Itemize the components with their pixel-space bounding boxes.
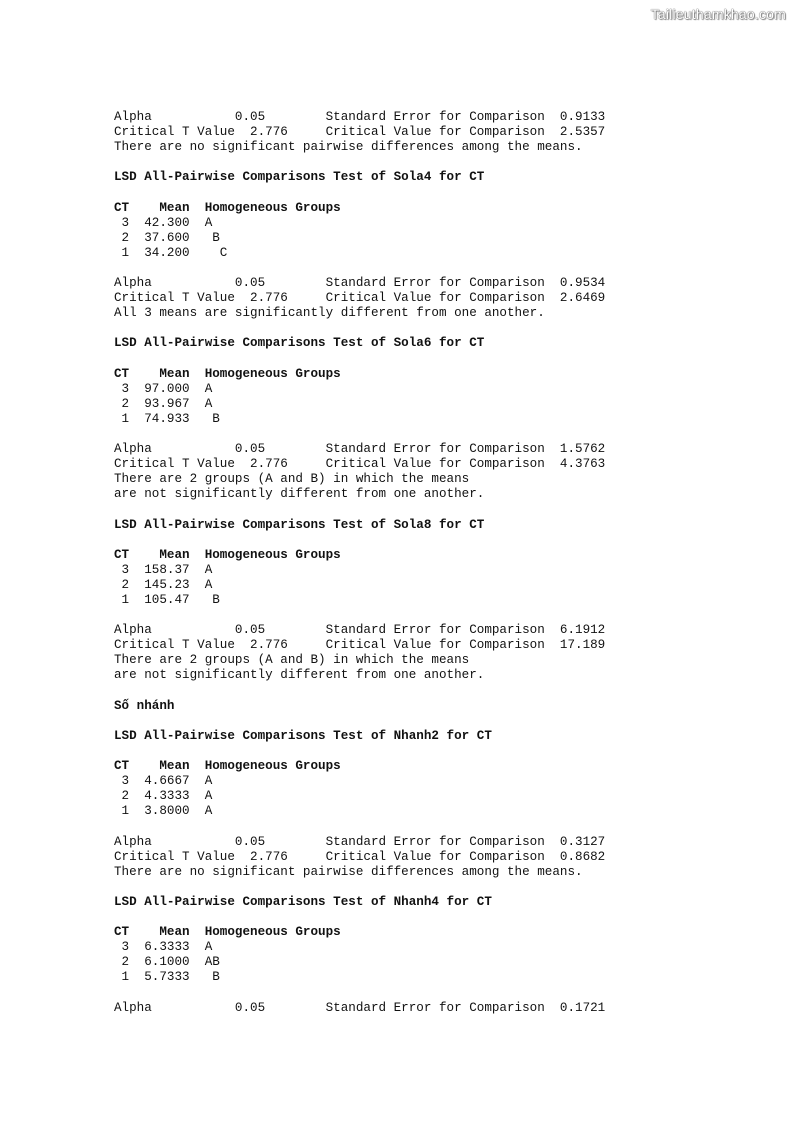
text-line: There are no significant pairwise differences among the means. [114, 864, 583, 879]
table-header: CT Mean Homogeneous Groups [114, 925, 341, 940]
statistic-line: Alpha 0.05 Standard Error for Comparison 0.9534 [114, 276, 606, 291]
blank-line [114, 502, 754, 517]
blank-line [114, 261, 754, 276]
statistic-line: Alpha 0.05 Standard Error for Comparison 0.3127 [114, 834, 606, 849]
table-header: CT Mean Homogeneous Groups [114, 759, 341, 774]
statistix-output-document [114, 110, 754, 1016]
statistic-line: Critical T Value 2.776 Critical Value for Comparison 0.8682 [114, 849, 606, 864]
blank-line [114, 427, 754, 442]
blank-line [114, 910, 754, 925]
table-row: 1 74.933 B [114, 411, 220, 426]
blank-line [114, 880, 754, 895]
section-heading: LSD All-Pairwise Comparisons Test of Sola8 for CT [114, 517, 485, 532]
statistic-line: Alpha 0.05 Standard Error for Comparison 0.9133 [114, 110, 606, 124]
blank-line [114, 608, 754, 623]
statistic-line: Critical T Value 2.776 Critical Value for Comparison 2.5357 [114, 125, 606, 140]
blank-line [114, 684, 754, 699]
blank-line [114, 744, 754, 759]
blank-line [114, 321, 754, 336]
section-heading: LSD All-Pairwise Comparisons Test of Sola4 for CT [114, 170, 485, 185]
section-heading: LSD All-Pairwise Comparisons Test of Nhanh2 for CT [114, 728, 492, 743]
table-row: 3 158.37 A [114, 562, 213, 577]
statistic-line: Alpha 0.05 Standard Error for Comparison 0.1721 [114, 1000, 606, 1015]
table-row: 1 34.200 C [114, 245, 228, 260]
text-line: are not significantly different from one another. [114, 668, 485, 683]
blank-line [114, 155, 754, 170]
table-header: CT Mean Homogeneous Groups [114, 200, 341, 215]
blank-line [114, 185, 754, 200]
table-row: 3 97.000 A [114, 381, 213, 396]
table-header: CT Mean Homogeneous Groups [114, 366, 341, 381]
statistic-line: Critical T Value 2.776 Critical Value for Comparison 2.6469 [114, 291, 606, 306]
text-line: There are 2 groups (A and B) in which the means [114, 472, 470, 487]
table-row: 2 93.967 A [114, 396, 213, 411]
table-row: 2 145.23 A [114, 577, 213, 592]
section-title: Số nhánh [114, 698, 175, 713]
statistic-line: Alpha 0.05 Standard Error for Comparison 1.5762 [114, 442, 606, 457]
table-row: 3 6.3333 A [114, 940, 213, 955]
text-line: All 3 means are significantly different from one another. [114, 306, 545, 321]
table-row: 3 4.6667 A [114, 774, 213, 789]
blank-line [114, 352, 754, 367]
statistic-line: Critical T Value 2.776 Critical Value for Comparison 4.3763 [114, 457, 606, 472]
watermark: Tailieuthamkhao.com [650, 6, 786, 22]
blank-line [114, 985, 754, 1000]
text-line: are not significantly different from one another. [114, 487, 485, 502]
table-row: 2 4.3333 A [114, 789, 213, 804]
text-line: There are no significant pairwise differences among the means. [114, 140, 583, 155]
table-header: CT Mean Homogeneous Groups [114, 547, 341, 562]
statistic-line: Alpha 0.05 Standard Error for Comparison 6.1912 [114, 623, 606, 638]
blank-line [114, 533, 754, 548]
statistic-line: Critical T Value 2.776 Critical Value for Comparison 17.189 [114, 638, 606, 653]
blank-line [114, 714, 754, 729]
table-row: 2 37.600 B [114, 230, 220, 245]
table-row: 3 42.300 A [114, 215, 213, 230]
table-row: 1 105.47 B [114, 593, 220, 607]
section-heading: LSD All-Pairwise Comparisons Test of Nhanh4 for CT [114, 894, 492, 909]
section-heading: LSD All-Pairwise Comparisons Test of Sola6 for CT [114, 336, 485, 351]
table-row: 1 3.8000 A [114, 804, 213, 819]
blank-line [114, 819, 754, 834]
table-row: 1 5.7333 B [114, 970, 220, 985]
text-line: There are 2 groups (A and B) in which the means [114, 653, 470, 668]
table-row: 2 6.1000 AB [114, 955, 220, 970]
